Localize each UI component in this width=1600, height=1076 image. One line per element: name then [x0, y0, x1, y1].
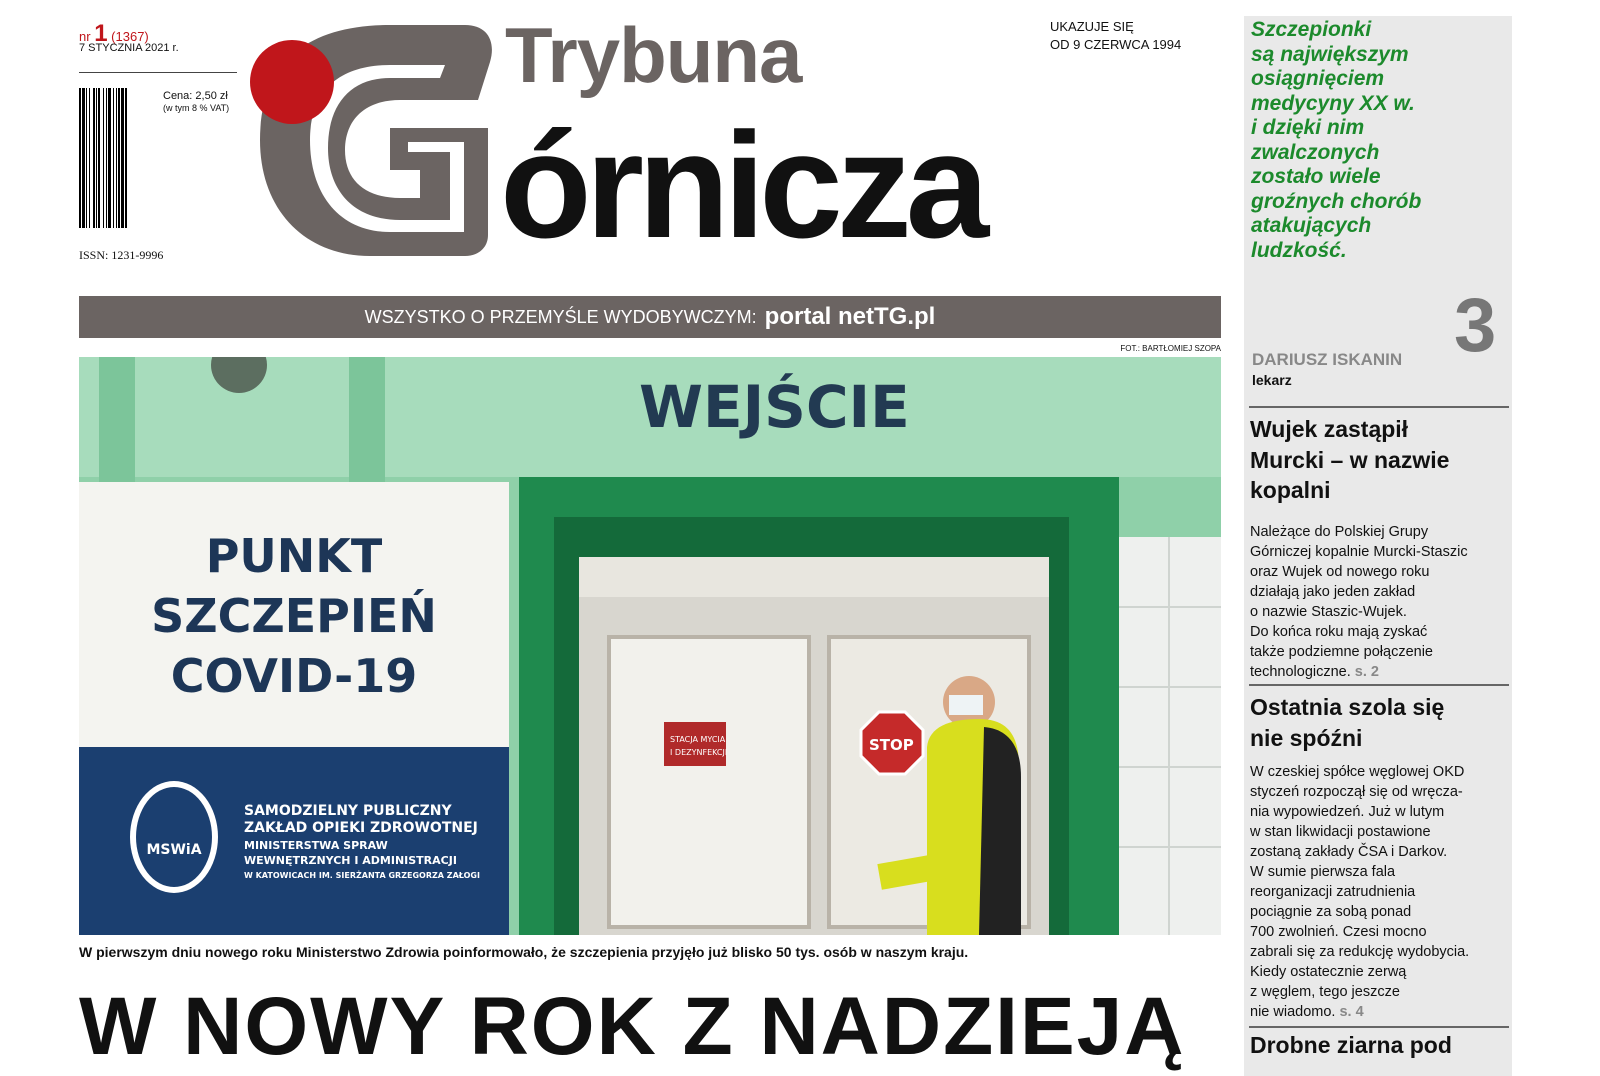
article-title[interactable] [1250, 414, 1512, 506]
issue-total: (1367) [111, 29, 149, 44]
article-body-line: nie wiadomo. [1250, 1004, 1336, 1020]
quote-line: i dzięki nim [1251, 116, 1365, 139]
barcode-bar [106, 88, 107, 228]
banner-line: PUNKT [205, 529, 383, 583]
price-value: Cena: 2,50 zł [163, 90, 228, 102]
barcode-bar [86, 88, 87, 228]
barcode-bar [121, 88, 124, 228]
quote-line: atakujących [1251, 214, 1372, 237]
divider [1249, 684, 1509, 686]
banner-line: SZCZEPIEŃ [151, 589, 437, 643]
article-body-line: technologiczne. [1250, 664, 1351, 680]
logo-g-icon [250, 20, 500, 260]
quote-line: zwalczonych [1251, 140, 1380, 164]
article-title-line: kopalni [1250, 477, 1331, 503]
svg-text:STACJA MYCIA: STACJA MYCIA [670, 735, 726, 744]
logo-title-bottom: órnicza [500, 101, 984, 269]
article-body-line: 700 zwolnień. Czesi mocno [1250, 924, 1427, 940]
barcode-bar [116, 88, 117, 228]
divider [1249, 406, 1509, 408]
barcode-bar [98, 88, 100, 228]
barcode-icon [79, 88, 157, 228]
article-title-line: Wujek zastąpił [1250, 416, 1409, 442]
article-body [1250, 522, 1512, 682]
banner-sub-line: SAMODZIELNY PUBLICZNY [244, 803, 452, 819]
article-body-line: W sumie pierwsza fala [1250, 864, 1396, 880]
quote-line: groźnych chorób [1251, 189, 1422, 213]
article-title-line: Murcki – w nazwie [1250, 446, 1450, 473]
barcode-bar [79, 88, 81, 228]
stop-sign: STOP [869, 736, 914, 754]
quote-line: zostało wiele [1251, 165, 1381, 188]
article-body-line: oraz Wujek od nowego roku [1250, 564, 1430, 580]
divider [79, 72, 237, 73]
article-title-line: Ostatnia szola się [1250, 694, 1445, 720]
main-headline: W NOWY ROK Z NADZIEJĄ [79, 981, 1186, 1072]
portal-bar [79, 296, 1221, 338]
quote-author: DARIUSZ ISKANIN [1252, 350, 1403, 369]
barcode-bar [89, 88, 90, 228]
issue-number-value: 1 [94, 20, 108, 47]
quote-line: ludzkość. [1251, 238, 1347, 262]
article-title[interactable] [1250, 692, 1512, 753]
article-title[interactable] [1250, 1030, 1512, 1061]
quote-line: medycyny XX w. [1251, 91, 1415, 115]
banner-sub-line: WEWNĘTRZNYCH I ADMINISTRACJI [244, 854, 457, 867]
sidebar-quote [1251, 18, 1506, 263]
since-line: UKAZUJE SIĘ [1050, 19, 1134, 34]
quote-role: lekarz [1252, 372, 1292, 388]
page-reference[interactable]: s. 4 [1339, 1004, 1364, 1020]
article-title-line: nie spóźni [1250, 724, 1363, 751]
article-body-line: styczeń rozpoczął się od wręcza- [1250, 784, 1463, 800]
article-body-line: Należące do Polskiej Grupy [1250, 524, 1429, 540]
article-body-line: W czeskiej spółce węglowej OKD [1250, 764, 1465, 780]
banner-sub-line: MINISTERSTWA SPRAW [244, 839, 388, 852]
portal-link[interactable]: portal netTG.pl [764, 303, 936, 330]
logo-title-top: Trybuna [505, 11, 802, 99]
quote-line: osiągnięciem [1251, 67, 1385, 90]
issue-prefix: nr [79, 29, 91, 44]
barcode-bar [125, 88, 127, 228]
article-body-line: zabrali się za redukcję wydobycia. [1250, 944, 1470, 960]
portal-lead: WSZYSTKO O PRZEMYŚLE WYDOBYWCZYM: [364, 306, 757, 327]
quote-line: Szczepionki [1251, 18, 1372, 41]
barcode-bar [113, 88, 114, 228]
mswia-logo-icon: MSWiA [146, 842, 202, 858]
article-body-line: Do końca roku mają zyskać [1250, 624, 1428, 640]
photo-caption: W pierwszym dniu nowego roku Ministerstwo Zdrowia poinformowało, że szczepienia przyjęło już blisko 50 tys. osób w naszym kraju. [79, 944, 969, 960]
quote-line: są największym [1251, 42, 1409, 66]
article-body-line: Kiedy ostatecznie zerwą [1250, 964, 1407, 980]
article-body-line: pociągnie za sobą ponad [1250, 904, 1412, 920]
article-body-line: w stan likwidacji postawione [1250, 824, 1431, 840]
article-body-line: z węglem, tego jeszcze [1250, 984, 1400, 1000]
photo-credit: FOT.: BARTŁOMIEJ SZOPA [1120, 344, 1221, 353]
issue-date: 7 STYCZNIA 2021 r. [79, 42, 179, 54]
barcode-bar [118, 88, 120, 228]
quote-page-number[interactable]: 3 [1454, 283, 1497, 368]
article-body-line: o nazwie Staszic-Wujek. [1250, 604, 1407, 620]
cover-photo [79, 357, 1221, 935]
article-body-line: także podziemne połączenie [1250, 644, 1433, 660]
svg-text:I DEZYNFEKCJI: I DEZYNFEKCJI [670, 748, 728, 757]
page-reference[interactable]: s. 2 [1354, 664, 1379, 680]
article-body-line: nia wypowiedzeń. Już w lutym [1250, 804, 1445, 820]
banner-sub-line: W KATOWICACH IM. SIERŻANTA GRZEGORZA ZAŁOGI [244, 871, 480, 880]
article-body-line: działają jako jeden zakład [1250, 584, 1416, 600]
article-body-line: reorganizacji zatrudnienia [1250, 884, 1416, 900]
banner-sub-line: ZAKŁAD OPIEKI ZDROWOTNEJ [244, 820, 478, 836]
divider [1249, 1026, 1509, 1028]
price [163, 90, 229, 114]
article-body [1250, 762, 1512, 1022]
issn: ISSN: 1231-9996 [79, 248, 164, 262]
since-line: OD 9 CZERWCA 1994 [1050, 37, 1182, 52]
banner-line: COVID-19 [170, 649, 418, 703]
article-body-line: Górniczej kopalnie Murcki-Staszic [1250, 544, 1468, 560]
barcode-bar [93, 88, 95, 228]
sign-entrance: WEJŚCIE [639, 373, 910, 441]
barcode-bar [96, 88, 97, 228]
barcode-bar [108, 88, 111, 228]
price-vat: (w tym 8 % VAT) [163, 103, 230, 113]
barcode-bar [82, 88, 85, 228]
since-note [1050, 18, 1181, 54]
barcode-bar [103, 88, 104, 228]
article-title-line: Drobne ziarna pod [1250, 1032, 1452, 1058]
article-body-line: zostaną zakłady ČSA i Darkov. [1250, 844, 1448, 860]
